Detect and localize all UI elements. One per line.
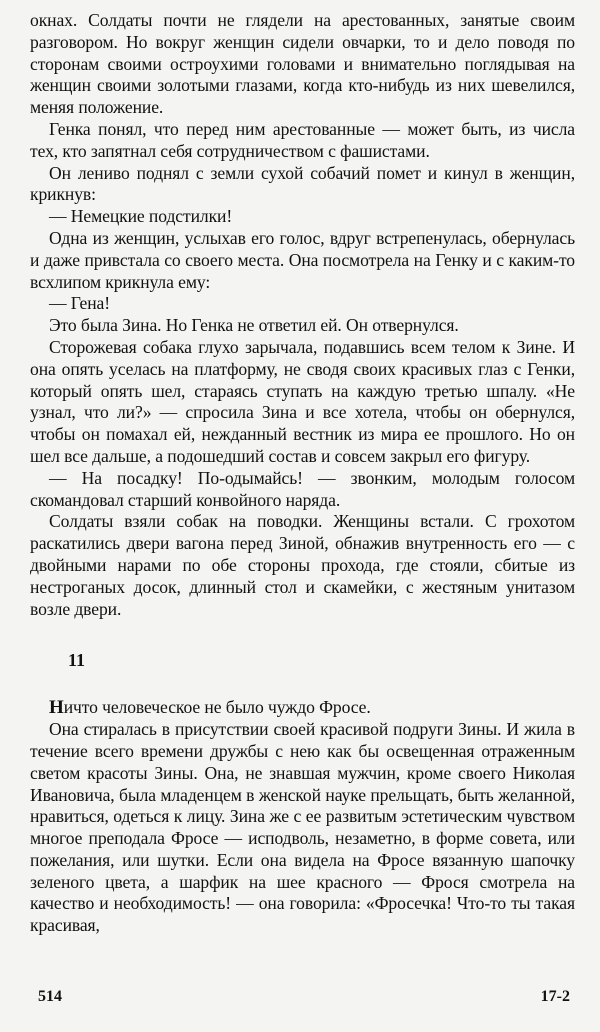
paragraph: — На посадку! По-одымайсь! — звонким, молодым голосом скомандовал старший конвойного наряда. [30, 467, 575, 510]
paragraph: Он лениво поднял с земли сухой собачий помет и кинул в женщин, крикнув: [30, 162, 575, 205]
chapter-first-line: ичто человеческое не было чуждо Фросе. [63, 697, 371, 718]
paragraph: — Немецкие подстилки! [49, 206, 233, 227]
paragraph: Генка понял, что перед ним арестованные — может быть, из числа тех, кто запятнал себя сотрудничеством с фашистами. [30, 118, 575, 161]
chapter-first-paragraph [30, 697, 575, 719]
paragraph: — Гена! [49, 293, 111, 314]
printer-signature: 17-2 [540, 988, 570, 1005]
paragraph: Солдаты взяли собак на поводки. Женщины встали. С грохотом раскатились двери вагона перед Зиной, обнажив внутренность его — с двойными нарами по обе стороны прохода, где стояли, сбитые из нестроганых досок, длинный стол и скамейки, с жестяным унитазом возле двери. [30, 511, 575, 619]
paragraph: Сторожевая собака глухо зарычала, подавшись всем телом к Зине. И она опять уселась на платформу, не сводя своих красивых глаз с Генки, который опять шел, стараясь ступать на каждую третью шпалу. «Не узнал, что ли?» — спросила Зина и все хотела, чтобы он обернулся, чтобы он помахал ей, нежданный вестник из мира ее прошлого. Но он шел все дальше, а подошедший состав и совсем закрыл его фигуру. [30, 336, 575, 466]
paragraph: Это была Зина. Но Генка не ответил ей. Он отвернулся. [49, 315, 459, 336]
chapter-initial-letter: Н [49, 697, 64, 719]
text-block-top [30, 10, 575, 620]
text-block-bottom [30, 719, 575, 937]
paragraph: Она стиралась в присутствии своей красивой подруги Зины. И жила в течение всего времени дружбы с нею как бы освещенная отраженным светом красоты Зины. Она, не знавшая мужчин, кроме своего Николая Ивановича, была младенцем в женской науке прельщать, быть желанной, нравиться, одеться к лицу. Зина же с ее развитым эстетическим чувством многое преподала Фросе — исподволь, незаметно, в форме совета, или пожелания, или шутки. Если она видела на Фросе вязанную шапочку зеленого цвета, а шарфик на шее красного — Фрося смотрела на качество и необходимость! — она говорила: «Фросечка! Что-то ты такая красивая, [30, 719, 575, 936]
paragraph: окнах. Солдаты почти не глядели на арестованных, занятые своим разговором. Но вокруг женщин сидели овчарки, то и дело поводя по сторонам своими остроухими головами и внимательно поглядывая на женщин своими золотыми глазами, когда кто-нибудь из них шевелился, меняя положение. [30, 10, 575, 118]
page-body [30, 10, 575, 937]
page-number: 514 [38, 988, 62, 1005]
chapter-number: 11 [68, 650, 86, 671]
paragraph: Одна из женщин, услыхав его голос, вдруг встрепенулась, обернулась и даже привстала со своего места. Она посмотрела на Генку и с каким-то всхлипом крикнула ему: [30, 227, 575, 292]
